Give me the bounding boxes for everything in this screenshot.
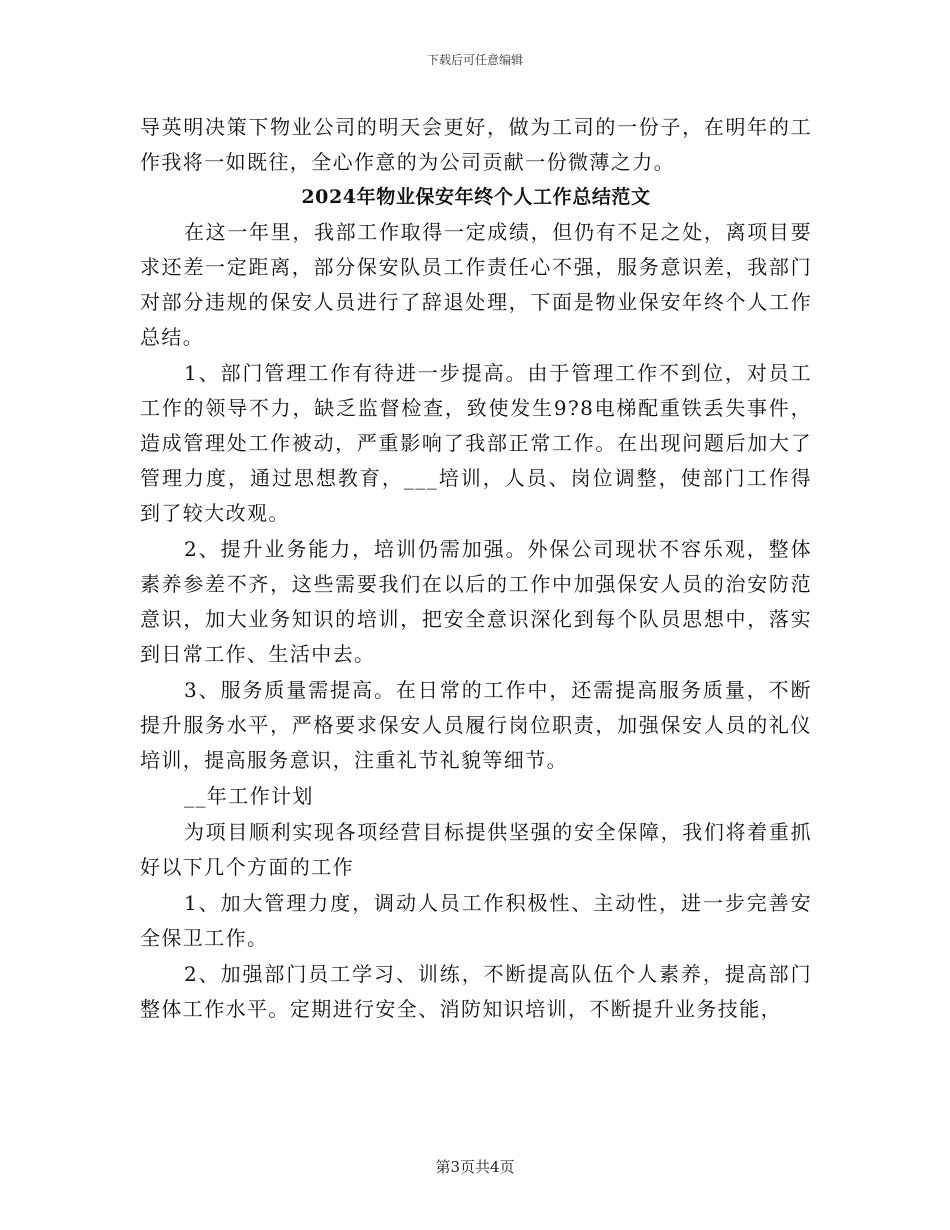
paragraph-item-3: 3、服务质量需提高。在日常的工作中，还需提高服务质量，不断提升服务水平，严格要求保安人员履行岗位职责，加强保安人员的礼仪培训，提高服务意识，注重礼节礼貌等细节。 <box>140 678 812 772</box>
page-header: 下载后可任意编辑 <box>426 53 523 67</box>
document-title: 2024年物业保安年终个人工作总结范文 <box>301 186 651 208</box>
document-body <box>140 110 812 1027</box>
intro-paragraph: 导英明决策下物业公司的明天会更好，做为工司的一份子，在明年的工作我将一如既往，全心作意的为公司贡献一份微薄之力。 <box>140 115 812 174</box>
section-heading-work-plan: __年工作计划 <box>184 784 314 808</box>
paragraph-plan-intro: 为项目顺利实现各项经营目标提供坚强的安全保障，我们将着重抓好以下几个方面的工作 <box>140 820 812 879</box>
paragraph-plan-1: 1、加大管理力度，调动人员工作积极性、主动性，进一步完善安全保卫工作。 <box>140 891 812 950</box>
page-number: 第3页共4页 <box>435 1158 515 1176</box>
paragraph-plan-2: 2、加强部门员工学习、训练，不断提高队伍个人素养，提高部门整体工作水平。定期进行安全、消防知识培训，不断提升业务技能， <box>140 962 812 1021</box>
paragraph-summary: 在这一年里，我部工作取得一定成绩，但仍有不足之处，离项目要求还差一定距离，部分保安队员工作责任心不强，服务意识差，我部门对部分违规的保安人员进行了辞退处理，下面是物业保安年终个人工作总结。 <box>140 220 812 349</box>
paragraph-item-1: 1、部门管理工作有待进一步提高。由于管理工作不到位，对员工工作的领导不力，缺乏监督检查，致使发生9?8电梯配重铁丢失事件，造成管理处工作被动，严重影响了我部正常工作。在出现问题后加大了管理力度，通过思想教育，___培训，人员、岗位调整，使部门工作得到了较大改观。 <box>140 361 812 525</box>
paragraph-item-2: 2、提升业务能力，培训仍需加强。外保公司现状不容乐观，整体素养参差不齐，这些需要我们在以后的工作中加强保安人员的治安防范意识，加大业务知识的培训，把安全意识深化到每个队员思想中，落实到日常工作、生活中去。 <box>140 537 812 666</box>
